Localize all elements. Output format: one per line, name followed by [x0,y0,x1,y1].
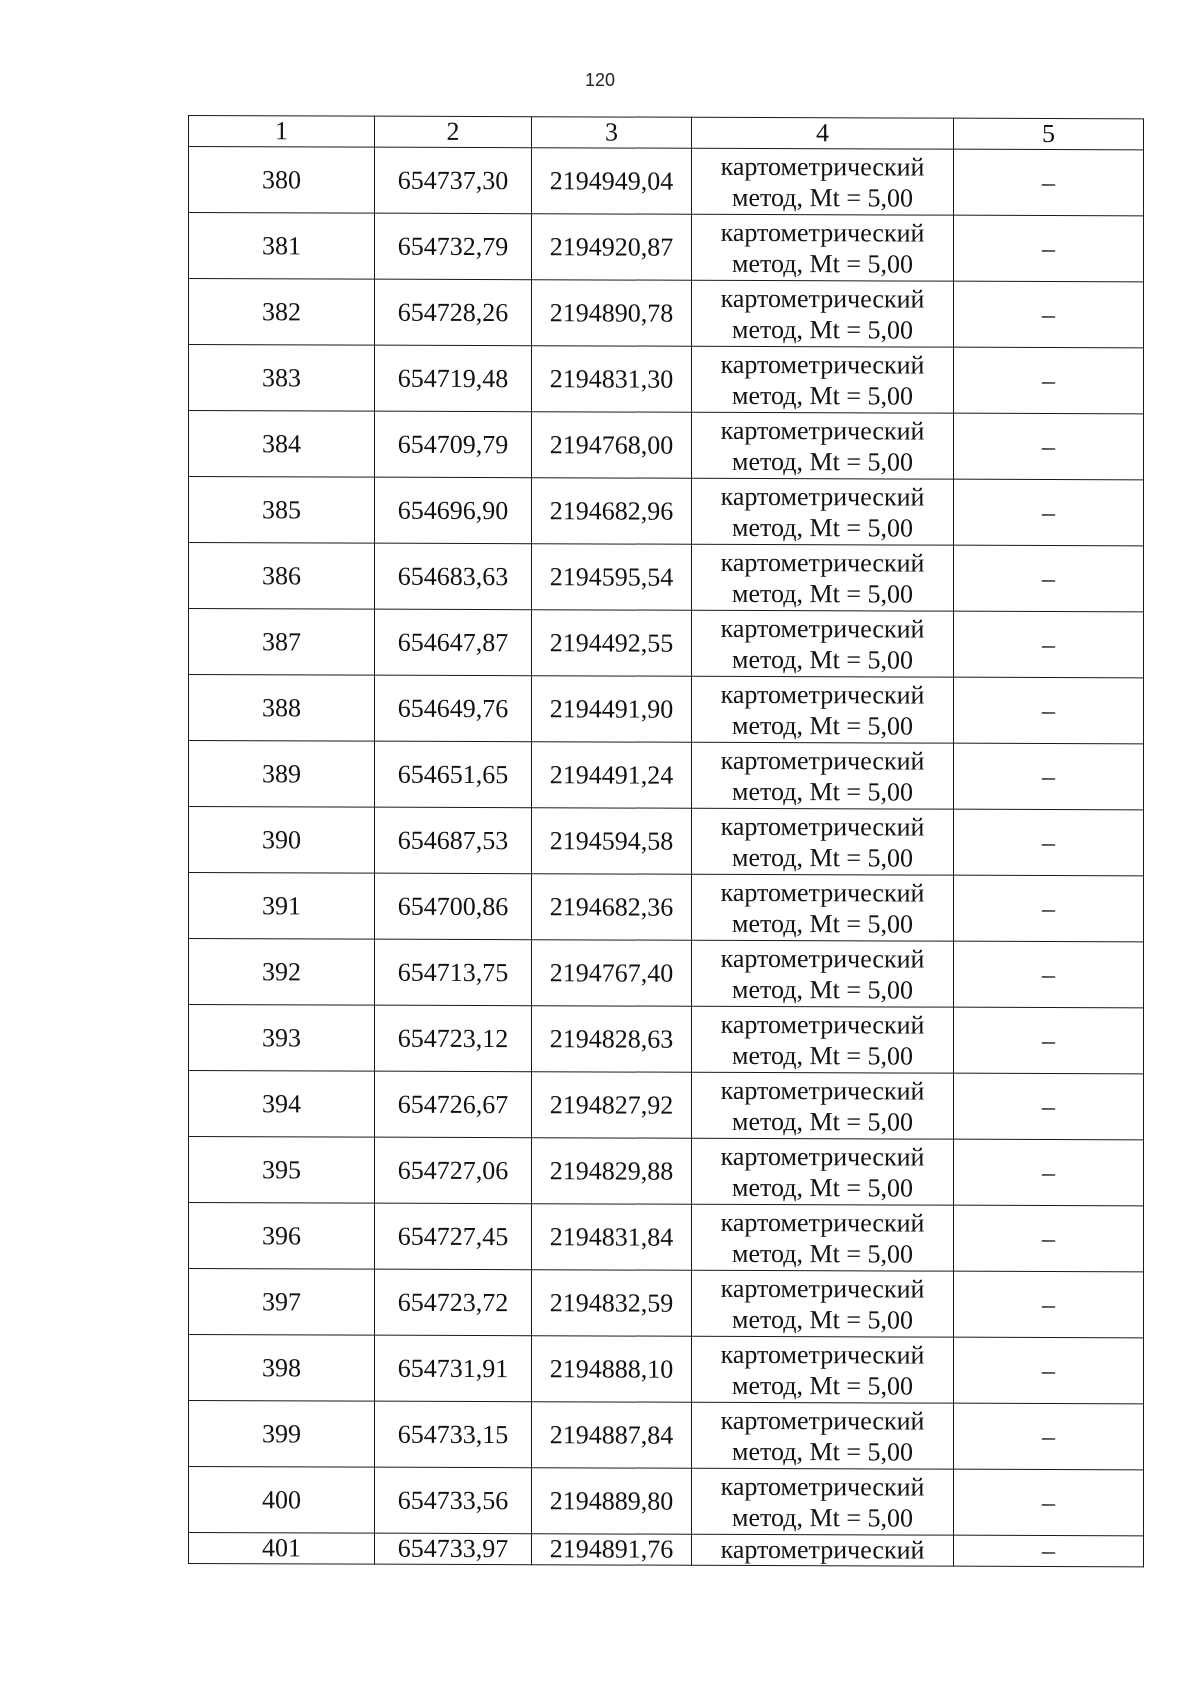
table-row [189,1335,1144,1404]
table-row [189,1467,1144,1536]
method-line-2: метод, Mt = 5,00 [732,1040,913,1071]
method-line-1: картометрический [720,1339,925,1370]
method-line-2: метод, Mt = 5,00 [732,644,913,675]
point-number-cell: 383 [189,345,375,412]
point-number-cell: 382 [189,279,375,346]
column-5-cell: – [954,215,1144,282]
method-cell [692,1336,954,1403]
x-coordinate-cell: 654731,91 [375,1335,532,1402]
point-number-cell: 392 [189,939,375,1006]
column-5-cell: – [954,281,1144,348]
method-cell: картометрический [692,1534,954,1566]
method-cell [692,412,954,479]
method-cell [692,1270,954,1337]
table-row [189,807,1144,876]
column-header-3: 3 [532,117,692,149]
table-row [189,1269,1144,1338]
method-cell [692,940,954,1007]
x-coordinate-cell: 654723,12 [375,1005,532,1072]
method-line-1: картометрический [720,415,925,446]
method-line-1: картометрический [720,1009,925,1040]
method-cell [692,1468,954,1535]
method-line-2: метод, Mt = 5,00 [732,248,913,279]
method-line-2: метод, Mt = 5,00 [732,446,913,477]
point-number-cell: 381 [189,213,375,280]
y-coordinate-cell: 2194491,24 [532,742,692,809]
method-line-2: метод, Mt = 5,00 [732,380,913,411]
x-coordinate-cell: 654733,15 [375,1401,532,1468]
y-coordinate-cell: 2194920,87 [532,214,692,281]
method-line-1: картометрический [720,1075,925,1106]
coordinates-table-wrapper [188,115,1144,1564]
method-line-2: метод, Mt = 5,00 [732,314,913,345]
method-line-1: картометрический [720,745,925,776]
method-line-1: картометрический [720,1405,925,1436]
point-number-cell: 384 [189,411,375,478]
column-5-cell: – [954,1271,1144,1338]
table-row [189,741,1144,810]
table-row [189,1203,1144,1272]
method-cell [692,1138,954,1205]
table-row [189,1005,1144,1074]
method-cell [692,610,954,677]
method-line-1: картометрический [720,151,925,182]
method-line-2: метод, Mt = 5,00 [732,842,913,873]
column-header-4: 4 [692,117,954,149]
method-line-1: картометрический [720,1471,925,1502]
method-cell [692,544,954,611]
point-number-cell: 397 [189,1269,375,1336]
method-cell [692,478,954,545]
method-line-2: метод, Mt = 5,00 [732,512,913,543]
column-header-5: 5 [954,118,1144,150]
x-coordinate-cell: 654687,53 [375,807,532,874]
y-coordinate-cell: 2194832,59 [532,1270,692,1337]
table-row [189,279,1144,348]
method-line-1: картометрический [720,547,925,578]
point-number-cell: 380 [189,147,375,214]
method-line-2: метод, Mt = 5,00 [732,1238,913,1269]
column-5-cell: – [954,677,1144,744]
column-5-cell: – [954,611,1144,678]
point-number-cell: 386 [189,543,375,610]
table-row [189,1071,1144,1140]
x-coordinate-cell: 654647,87 [375,609,532,676]
method-cell [692,148,954,215]
x-coordinate-cell: 654649,76 [375,675,532,742]
table-row [189,147,1144,216]
method-line-2: метод, Mt = 5,00 [732,1436,913,1467]
table-row [189,543,1144,612]
method-line-2: метод, Mt = 5,00 [732,1304,913,1335]
table-row [189,1401,1144,1470]
method-line-1: картометрический [720,1207,925,1238]
column-header-1: 1 [189,116,375,148]
method-cell [692,346,954,413]
column-5-cell: – [954,875,1144,942]
y-coordinate-cell: 2194890,78 [532,280,692,347]
method-line-2: метод, Mt = 5,00 [732,908,913,939]
x-coordinate-cell: 654727,06 [375,1137,532,1204]
method-cell [692,1006,954,1073]
method-line-1: картометрический [720,613,925,644]
x-coordinate-cell: 654733,56 [375,1467,532,1534]
table-row [189,939,1144,1008]
method-line-1: картометрический [720,943,925,974]
x-coordinate-cell: 654700,86 [375,873,532,940]
method-line-1: картометрический [720,283,925,314]
point-number-cell: 401 [189,1533,375,1565]
column-5-cell: – [954,1337,1144,1404]
y-coordinate-cell: 2194491,90 [532,676,692,743]
method-cell [692,1072,954,1139]
x-coordinate-cell: 654727,45 [375,1203,532,1270]
column-5-cell: – [954,743,1144,810]
column-5-cell: – [954,149,1144,216]
method-cell [692,280,954,347]
method-cell [692,742,954,809]
column-5-cell: – [954,1469,1144,1536]
x-coordinate-cell: 654683,63 [375,543,532,610]
column-header-2: 2 [375,116,532,148]
method-line-1: картометрический [720,481,925,512]
method-cell [692,874,954,941]
point-number-cell: 388 [189,675,375,742]
table-row [189,1137,1144,1206]
method-cell [692,214,954,281]
coordinates-table [188,115,1144,1567]
x-coordinate-cell: 654728,26 [375,279,532,346]
point-number-cell: 396 [189,1203,375,1270]
column-5-cell: – [954,413,1144,480]
column-5-cell: – [954,941,1144,1008]
point-number-cell: 394 [189,1071,375,1138]
y-coordinate-cell: 2194891,76 [532,1534,692,1566]
column-5-cell: – [954,479,1144,546]
point-number-cell: 399 [189,1401,375,1468]
method-line-2: метод, Mt = 5,00 [732,974,913,1005]
y-coordinate-cell: 2194949,04 [532,148,692,215]
y-coordinate-cell: 2194768,00 [532,412,692,479]
method-line-2: метод, Mt = 5,00 [732,1172,913,1203]
method-line-1: картометрический [720,349,925,380]
x-coordinate-cell: 654732,79 [375,213,532,280]
table-row [189,675,1144,744]
table-row [189,1533,1144,1567]
table-row [189,213,1144,282]
x-coordinate-cell: 654651,65 [375,741,532,808]
method-line-2: метод, Mt = 5,00 [732,1106,913,1137]
method-line-2: метод, Mt = 5,00 [732,578,913,609]
y-coordinate-cell: 2194492,55 [532,610,692,677]
y-coordinate-cell: 2194888,10 [532,1336,692,1403]
y-coordinate-cell: 2194682,96 [532,478,692,545]
y-coordinate-cell: 2194831,84 [532,1204,692,1271]
method-cell [692,1402,954,1469]
method-cell [692,1204,954,1271]
point-number-cell: 390 [189,807,375,874]
method-cell [692,808,954,875]
table-row [189,477,1144,546]
x-coordinate-cell: 654709,79 [375,411,532,478]
point-number-cell: 395 [189,1137,375,1204]
x-coordinate-cell: 654719,48 [375,345,532,412]
y-coordinate-cell: 2194831,30 [532,346,692,413]
column-5-cell: – [954,1403,1144,1470]
point-number-cell: 385 [189,477,375,544]
column-5-cell: – [954,1205,1144,1272]
x-coordinate-cell: 654726,67 [375,1071,532,1138]
method-line-2: метод, Mt = 5,00 [732,1502,913,1533]
method-line-2: метод, Mt = 5,00 [732,710,913,741]
y-coordinate-cell: 2194828,63 [532,1006,692,1073]
x-coordinate-cell: 654723,72 [375,1269,532,1336]
table-row [189,411,1144,480]
point-number-cell: 400 [189,1467,375,1534]
point-number-cell: 387 [189,609,375,676]
y-coordinate-cell: 2194594,58 [532,808,692,875]
table-row [189,873,1144,942]
method-cell [692,676,954,743]
x-coordinate-cell: 654737,30 [375,147,532,214]
column-5-cell: – [954,1007,1144,1074]
y-coordinate-cell: 2194887,84 [532,1402,692,1469]
page-number: 120 [584,70,616,90]
column-5-cell: – [954,1139,1144,1206]
point-number-cell: 398 [189,1335,375,1402]
point-number-cell: 391 [189,873,375,940]
column-5-cell: – [954,809,1144,876]
method-line-1: картометрический [720,877,925,908]
column-5-cell: – [954,347,1144,414]
method-line-2: метод, Mt = 5,00 [732,776,913,807]
x-coordinate-cell: 654713,75 [375,939,532,1006]
table-row [189,609,1144,678]
column-5-cell: – [954,1535,1144,1567]
y-coordinate-cell: 2194767,40 [532,940,692,1007]
y-coordinate-cell: 2194595,54 [532,544,692,611]
method-line-1: картометрический [720,811,925,842]
method-line-2: метод, Mt = 5,00 [732,1370,913,1401]
point-number-cell: 393 [189,1005,375,1072]
y-coordinate-cell: 2194889,80 [532,1468,692,1535]
x-coordinate-cell: 654696,90 [375,477,532,544]
method-line-1: картометрический [720,217,925,248]
y-coordinate-cell: 2194682,36 [532,874,692,941]
y-coordinate-cell: 2194829,88 [532,1138,692,1205]
method-line-1: картометрический [720,1273,925,1304]
column-5-cell: – [954,545,1144,612]
table-row [189,345,1144,414]
column-5-cell: – [954,1073,1144,1140]
method-line-1: картометрический [720,679,925,710]
table-header-row [189,116,1144,150]
y-coordinate-cell: 2194827,92 [532,1072,692,1139]
method-line-2: метод, Mt = 5,00 [732,182,913,213]
point-number-cell: 389 [189,741,375,808]
table-body [189,147,1144,1567]
method-line-1: картометрический [720,1141,925,1172]
x-coordinate-cell: 654733,97 [375,1533,532,1565]
